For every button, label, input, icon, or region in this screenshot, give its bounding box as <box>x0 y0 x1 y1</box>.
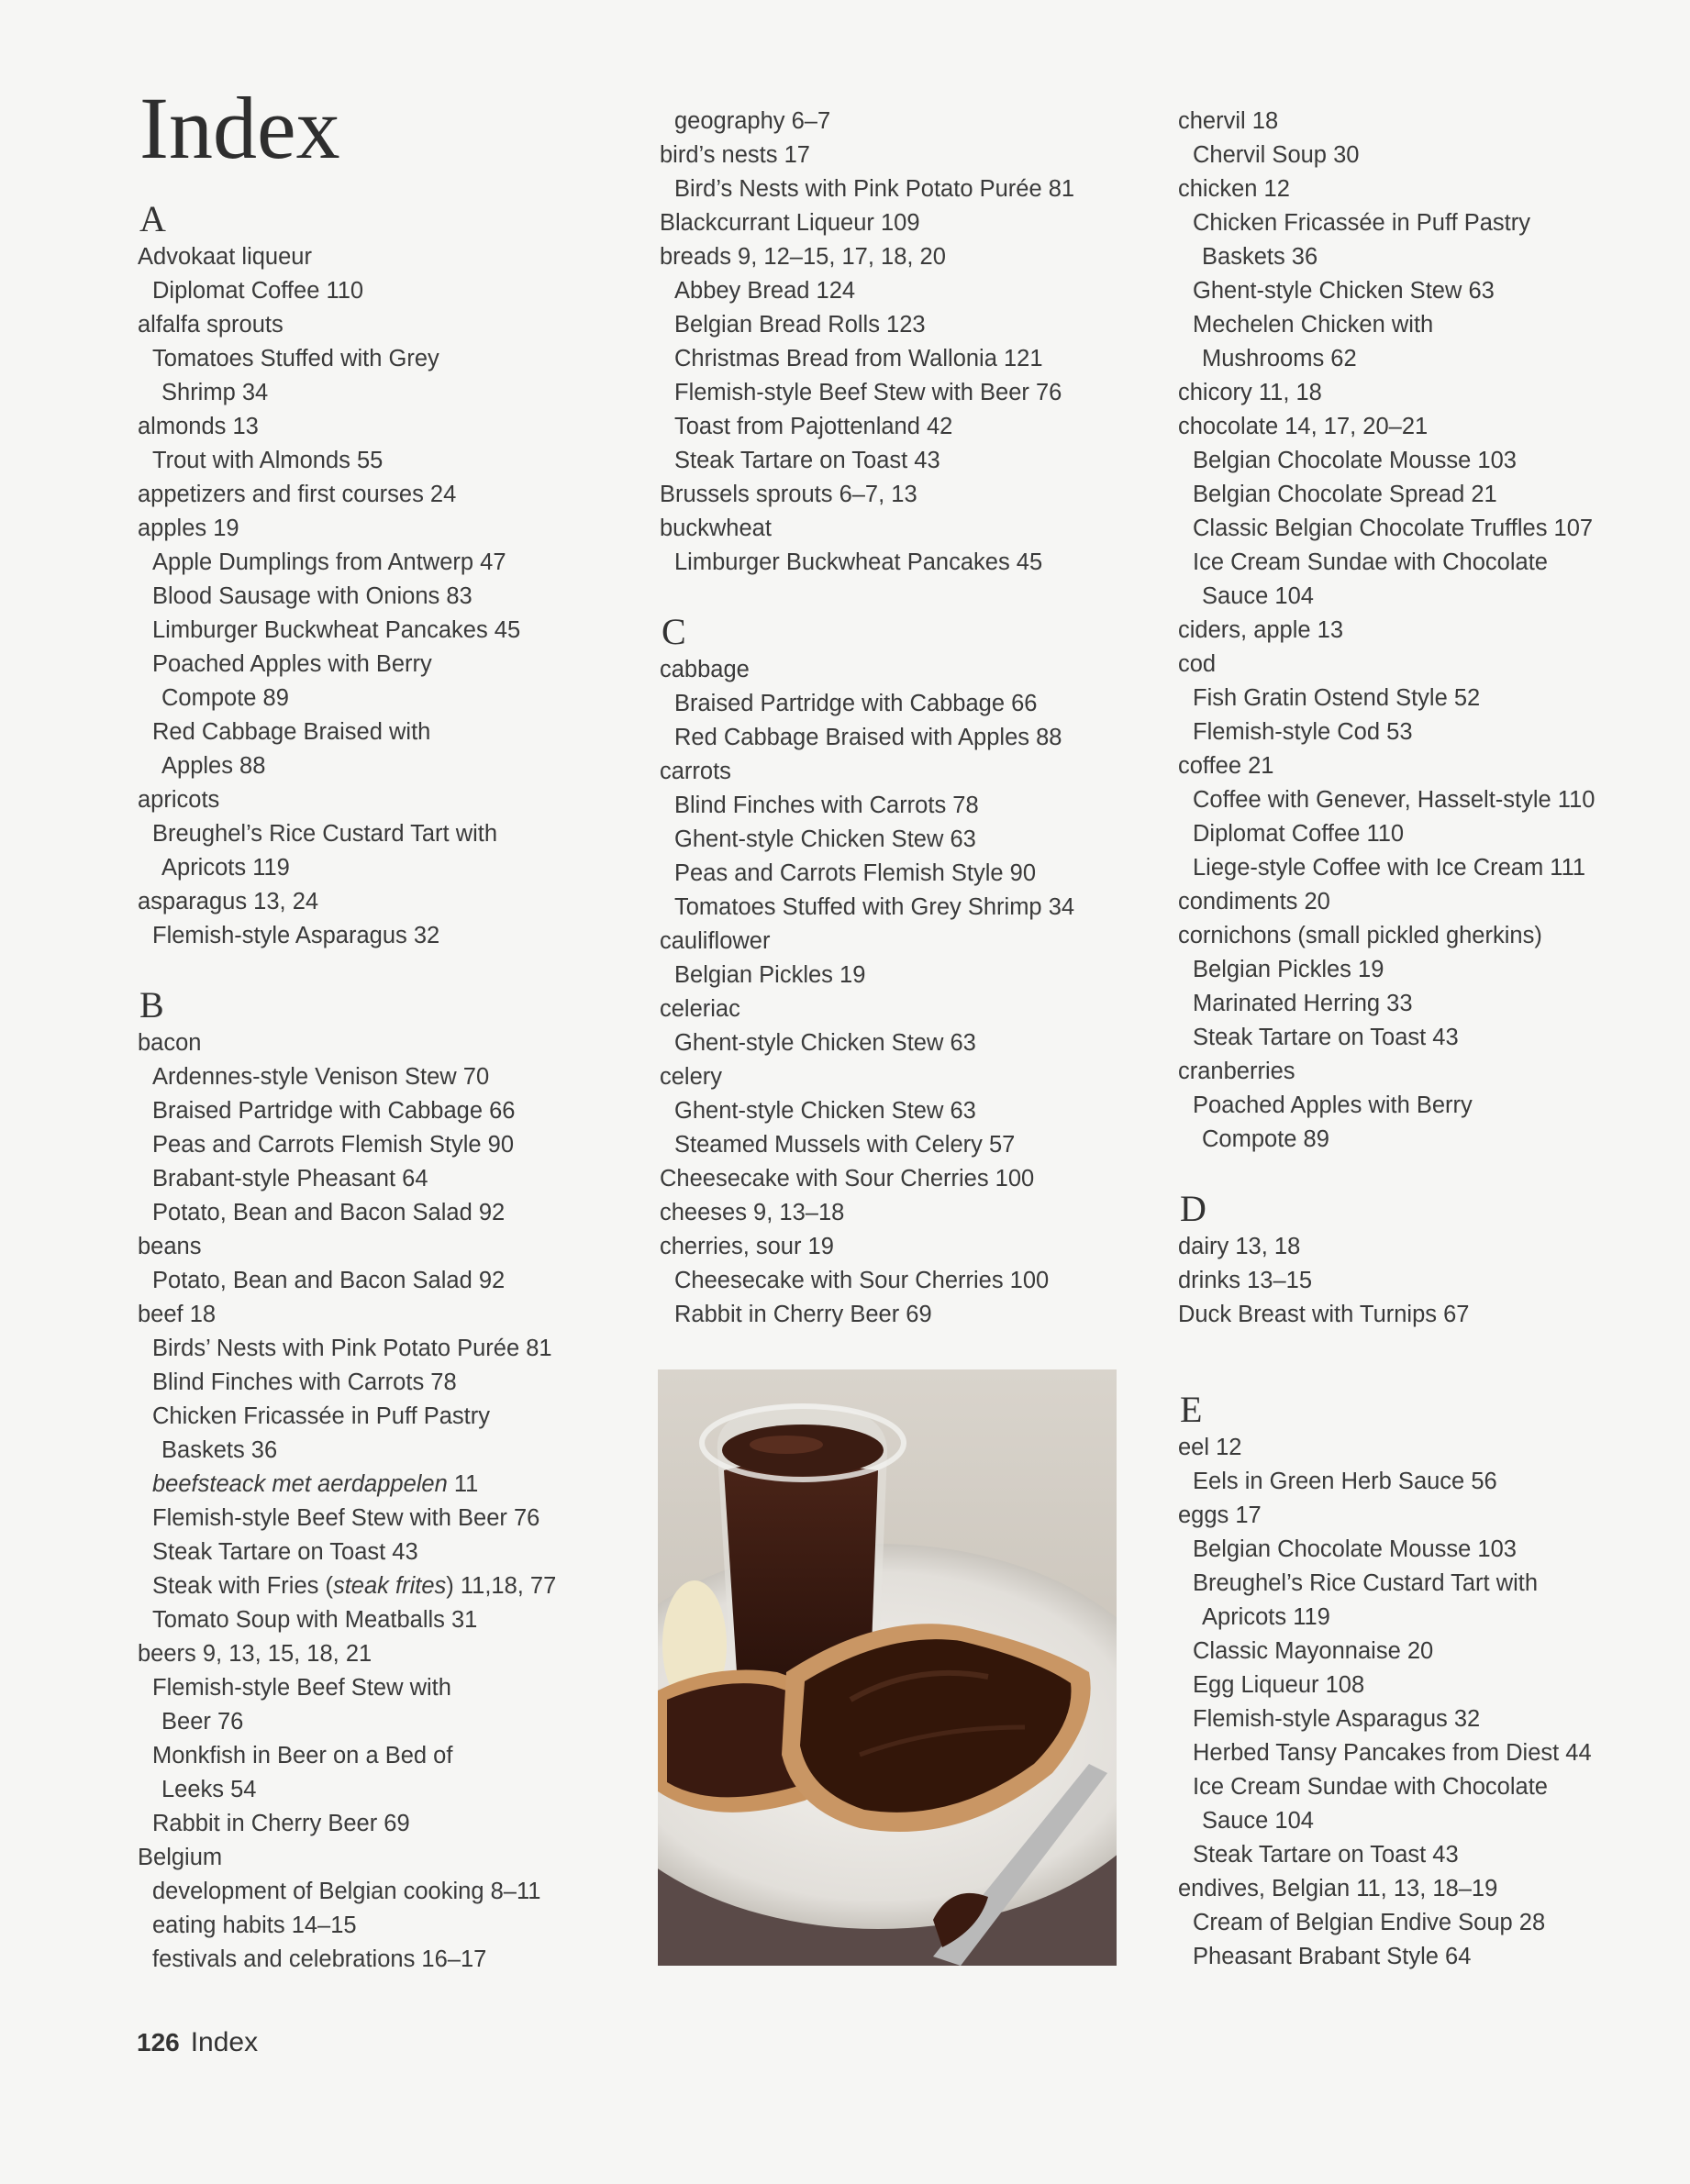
index-entry: alfalfa sprouts <box>138 312 284 338</box>
index-subentry: Baskets 36 <box>161 1437 278 1463</box>
index-entry: asparagus 13, 24 <box>138 889 319 915</box>
index-subentry: Blind Finches with Carrots 78 <box>674 793 979 818</box>
index-subentry: festivals and celebrations 16–17 <box>152 1946 487 1972</box>
index-entry: cabbage <box>660 657 750 682</box>
entry-page-refs: ) 11,18, 77 <box>446 1573 557 1599</box>
index-subentry: Rabbit in Cherry Beer 69 <box>152 1811 410 1836</box>
index-entry: coffee 21 <box>1178 753 1274 779</box>
index-subentry: geography 6–7 <box>674 108 831 134</box>
index-entry: apricots <box>138 787 220 813</box>
index-entry: cranberries <box>1178 1059 1295 1084</box>
page-footer <box>137 2027 258 2058</box>
index-subentry: Classic Belgian Chocolate Truffles 107 <box>1193 516 1594 541</box>
index-entry: condiments 20 <box>1178 889 1330 915</box>
index-subentry: Ice Cream Sundae with Chocolate <box>1193 1774 1548 1800</box>
index-entry: bird’s nests 17 <box>660 142 810 168</box>
index-entry: Belgium <box>138 1845 223 1870</box>
index-subentry: Steak Tartare on Toast 43 <box>1193 1025 1459 1050</box>
index-subentry: Apples 88 <box>161 753 266 779</box>
index-subentry: Rabbit in Cherry Beer 69 <box>674 1302 932 1327</box>
index-subentry: Birds’ Nests with Pink Potato Purée 81 <box>152 1336 552 1361</box>
index-subentry: Belgian Chocolate Mousse 103 <box>1193 448 1517 473</box>
index-entry: celery <box>660 1064 723 1090</box>
index-entry: apples 19 <box>138 516 239 541</box>
index-subentry: Red Cabbage Braised with <box>152 719 431 745</box>
index-subentry: Flemish-style Asparagus 32 <box>152 923 440 948</box>
index-subentry: Steak Tartare on Toast 43 <box>1193 1842 1459 1868</box>
index-subentry: Mechelen Chicken with <box>1193 312 1434 338</box>
index-subentry: Compote 89 <box>161 685 289 711</box>
index-subentry: Chervil Soup 30 <box>1193 142 1360 168</box>
index-entry: carrots <box>660 759 731 784</box>
index-subentry: Shrimp 34 <box>161 380 269 405</box>
index-entry: cauliflower <box>660 928 771 954</box>
index-subentry: Flemish-style Cod 53 <box>1193 719 1413 745</box>
index-subentry: Sauce 104 <box>1202 583 1314 609</box>
index-subentry: Steamed Mussels with Celery 57 <box>674 1132 1016 1158</box>
index-subentry <box>138 1569 633 1603</box>
index-subentry: Flemish-style Beef Stew with <box>152 1675 451 1701</box>
index-subentry: Tomatoes Stuffed with Grey <box>152 346 439 371</box>
page-number: 126 <box>137 2028 180 2057</box>
index-entry: bacon <box>138 1030 202 1056</box>
index-subentry: Limburger Buckwheat Pancakes 45 <box>152 617 521 643</box>
index-subentry: eating habits 14–15 <box>152 1912 357 1938</box>
index-subentry: Ghent-style Chicken Stew 63 <box>674 1030 976 1056</box>
index-entry: chocolate 14, 17, 20–21 <box>1178 414 1429 439</box>
index-subentry: Ghent-style Chicken Stew 63 <box>674 826 976 852</box>
index-subentry: Flemish-style Beef Stew with Beer 76 <box>674 380 1062 405</box>
index-subentry: Ardennes-style Venison Stew 70 <box>152 1064 490 1090</box>
index-subentry: Liege-style Coffee with Ice Cream 111 <box>1193 855 1586 881</box>
index-letter-heading: B <box>139 984 164 1025</box>
index-subentry: Belgian Chocolate Mousse 103 <box>1193 1536 1517 1562</box>
index-letter-heading: D <box>1180 1188 1206 1229</box>
index-subentry: Blood Sausage with Onions 83 <box>152 583 473 609</box>
index-subentry: Monkfish in Beer on a Bed of <box>152 1743 453 1768</box>
index-subentry: Flemish-style Beef Stew with Beer 76 <box>152 1505 540 1531</box>
index-subentry: Belgian Bread Rolls 123 <box>674 312 926 338</box>
index-subentry: Peas and Carrots Flemish Style 90 <box>674 860 1037 886</box>
index-subentry: Poached Apples with Berry <box>152 651 432 677</box>
index-entry: cherries, sour 19 <box>660 1234 834 1259</box>
index-entry: appetizers and first courses 24 <box>138 482 457 507</box>
index-subentry: Compote 89 <box>1202 1126 1329 1152</box>
index-subentry: Leeks 54 <box>161 1777 257 1802</box>
index-subentry: Fish Gratin Ostend Style 52 <box>1193 685 1481 711</box>
index-subentry: development of Belgian cooking 8–11 <box>152 1879 541 1904</box>
index-letter-heading: A <box>139 198 166 239</box>
index-subentry: Abbey Bread 124 <box>674 278 856 304</box>
index-subentry: Cheesecake with Sour Cherries 100 <box>674 1268 1050 1293</box>
index-subentry: Ghent-style Chicken Stew 63 <box>674 1098 976 1124</box>
index-subentry: Bird’s Nests with Pink Potato Purée 81 <box>674 176 1075 202</box>
index-subentry: Diplomat Coffee 110 <box>152 278 364 304</box>
index-subentry: Christmas Bread from Wallonia 121 <box>674 346 1043 371</box>
index-subentry: Cream of Belgian Endive Soup 28 <box>1193 1910 1546 1935</box>
index-entry: Duck Breast with Turnips 67 <box>1178 1302 1470 1327</box>
entry-text: Steak with Fries ( <box>152 1573 333 1599</box>
index-entry: ciders, apple 13 <box>1178 617 1344 643</box>
index-subentry: Apricots 119 <box>161 855 290 881</box>
index-subentry: Limburger Buckwheat Pancakes 45 <box>674 549 1043 575</box>
index-letter-heading: C <box>662 611 686 652</box>
index-subentry: Braised Partridge with Cabbage 66 <box>674 691 1038 716</box>
index-subentry: Baskets 36 <box>1202 244 1318 270</box>
index-entry: dairy 13, 18 <box>1178 1234 1301 1259</box>
index-subentry: Toast from Pajottenland 42 <box>674 414 953 439</box>
index-entry: beef 18 <box>138 1302 217 1327</box>
index-subentry: Beer 76 <box>161 1709 244 1735</box>
index-subentry: Ice Cream Sundae with Chocolate <box>1193 549 1548 575</box>
index-subentry: Steak Tartare on Toast 43 <box>152 1539 418 1565</box>
index-subentry: Classic Mayonnaise 20 <box>1193 1638 1434 1664</box>
index-entry: chervil 18 <box>1178 108 1279 134</box>
index-letter-heading: E <box>1180 1389 1203 1430</box>
index-entry: celeriac <box>660 996 740 1022</box>
index-entry: chicken 12 <box>1178 176 1290 202</box>
entry-page-refs: 11 <box>447 1471 479 1497</box>
index-entry: cheeses 9, 13–18 <box>660 1200 845 1225</box>
index-entry: almonds 13 <box>138 414 259 439</box>
index-subentry: Pheasant Brabant Style 64 <box>1193 1944 1472 1969</box>
index-subentry: Mushrooms 62 <box>1202 346 1357 371</box>
index-subentry: Herbed Tansy Pancakes from Diest 44 <box>1193 1740 1592 1766</box>
index-entry: cornichons (small pickled gherkins) <box>1178 923 1542 948</box>
index-subentry: Belgian Pickles 19 <box>674 962 866 988</box>
index-subentry: Marinated Herring 33 <box>1193 991 1413 1016</box>
index-entry: cod <box>1178 651 1217 677</box>
index-subentry: Braised Partridge with Cabbage 66 <box>152 1098 516 1124</box>
index-subentry <box>138 1468 633 1502</box>
index-subentry: Poached Apples with Berry <box>1193 1092 1473 1118</box>
index-subentry: Peas and Carrots Flemish Style 90 <box>152 1132 515 1158</box>
index-entry: drinks 13–15 <box>1178 1268 1313 1293</box>
index-subentry: Tomatoes Stuffed with Grey Shrimp 34 <box>674 894 1075 920</box>
index-subentry: Flemish-style Asparagus 32 <box>1193 1706 1481 1732</box>
index-entry: Brussels sprouts 6–7, 13 <box>660 482 917 507</box>
index-subentry: Steak Tartare on Toast 43 <box>674 448 940 473</box>
index-entry: endives, Belgian 11, 13, 18–19 <box>1178 1876 1498 1901</box>
index-subentry: Egg Liqueur 108 <box>1193 1672 1365 1698</box>
index-subentry: Tomato Soup with Meatballs 31 <box>152 1607 478 1633</box>
photo-illustration <box>658 1369 1117 1966</box>
index-entry: beans <box>138 1234 202 1259</box>
index-subentry: Blind Finches with Carrots 78 <box>152 1369 457 1395</box>
index-entry: beers 9, 13, 15, 18, 21 <box>138 1641 372 1667</box>
index-subentry: Chicken Fricassée in Puff Pastry <box>1193 210 1531 236</box>
index-entry: Cheesecake with Sour Cherries 100 <box>660 1166 1035 1192</box>
index-entry: eel 12 <box>1178 1435 1242 1460</box>
index-entry: Blackcurrant Liqueur 109 <box>660 210 920 236</box>
index-subentry: Belgian Chocolate Spread 21 <box>1193 482 1497 507</box>
index-entry: Advokaat liqueur <box>138 244 312 270</box>
index-subentry: Chicken Fricassée in Puff Pastry <box>152 1403 491 1429</box>
index-subentry: Brabant-style Pheasant 64 <box>152 1166 428 1192</box>
index-subentry: Apple Dumplings from Antwerp 47 <box>152 549 506 575</box>
index-entry: breads 9, 12–15, 17, 18, 20 <box>660 244 946 270</box>
index-subentry: Potato, Bean and Bacon Salad 92 <box>152 1200 506 1225</box>
index-entry: eggs 17 <box>1178 1502 1262 1528</box>
page-title: Index <box>139 79 340 177</box>
index-subentry: Sauce 104 <box>1202 1808 1314 1834</box>
index-subentry: Red Cabbage Braised with Apples 88 <box>674 725 1062 750</box>
index-subentry: Ghent-style Chicken Stew 63 <box>1193 278 1495 304</box>
index-subentry: Coffee with Genever, Hasselt-style 110 <box>1193 787 1595 813</box>
index-column-3 <box>1178 105 1655 1974</box>
index-subentry: Trout with Almonds 55 <box>152 448 384 473</box>
index-column-1 <box>138 198 633 1977</box>
index-column-2 <box>660 105 1155 1332</box>
chocolate-spread-photo <box>658 1369 1117 1966</box>
index-subentry: Breughel’s Rice Custard Tart with <box>1193 1570 1539 1596</box>
entry-italic-term: beefsteack met aerdappelen <box>152 1471 448 1497</box>
index-subentry: Eels in Green Herb Sauce 56 <box>1193 1469 1497 1494</box>
entry-italic-term: steak frites <box>332 1573 447 1599</box>
index-entry: chicory 11, 18 <box>1178 380 1322 405</box>
index-subentry: Breughel’s Rice Custard Tart with <box>152 821 498 847</box>
footer-section: Index <box>190 2027 259 2057</box>
index-entry: buckwheat <box>660 516 772 541</box>
index-subentry: Belgian Pickles 19 <box>1193 957 1384 982</box>
index-subentry: Diplomat Coffee 110 <box>1193 821 1405 847</box>
index-subentry: Apricots 119 <box>1202 1604 1330 1630</box>
index-subentry: Potato, Bean and Bacon Salad 92 <box>152 1268 506 1293</box>
